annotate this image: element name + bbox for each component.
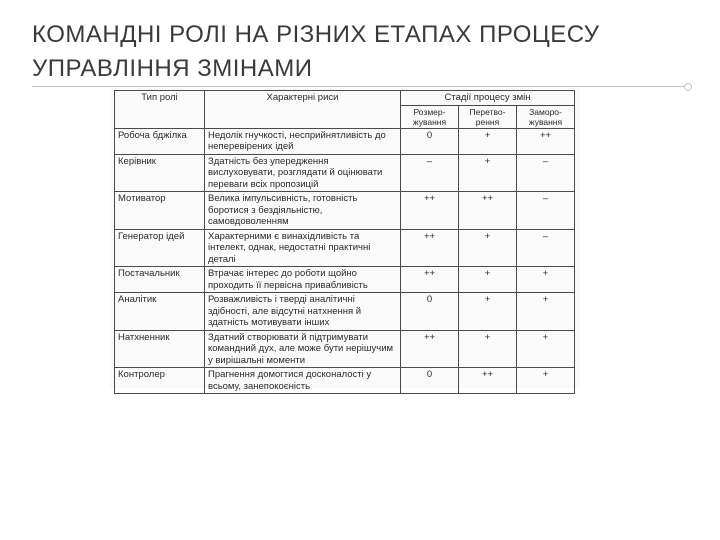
role-cell: Натхненник xyxy=(115,330,205,368)
stage3-cell: + xyxy=(517,368,575,394)
table-row xyxy=(115,128,575,154)
table-header-row xyxy=(115,91,575,106)
stage3-cell: – xyxy=(517,192,575,230)
role-cell: Аналітик xyxy=(115,293,205,331)
traits-cell: Велика імпульсивність, готовність боротися з бездіяльністю, самовдоволенням xyxy=(205,192,401,230)
stage2-cell: + xyxy=(459,267,517,293)
table-row xyxy=(115,368,575,394)
traits-cell: Недолік гнучкості, несприйнятливість до неперевірених ідей xyxy=(205,128,401,154)
header-stage-unfreeze: Розмер-жування xyxy=(401,105,459,128)
stage2-cell: ++ xyxy=(459,368,517,394)
role-cell: Мотиватор xyxy=(115,192,205,230)
stage2-cell: + xyxy=(459,154,517,192)
stage2-cell: ++ xyxy=(459,192,517,230)
stage3-cell: + xyxy=(517,293,575,331)
stage1-cell: 0 xyxy=(401,128,459,154)
traits-cell: Здатність без упередження вислуховувати, розглядати й оцінювати переваги всіх пропозицій xyxy=(205,154,401,192)
traits-cell: Характерними є винахідливість та інтелект, однак, недостатні практичні деталі xyxy=(205,229,401,267)
stage3-cell: + xyxy=(517,267,575,293)
stage2-cell: + xyxy=(459,293,517,331)
stage1-cell: – xyxy=(401,154,459,192)
stage1-cell: ++ xyxy=(401,192,459,230)
stage3-cell: – xyxy=(517,154,575,192)
stage1-cell: ++ xyxy=(401,267,459,293)
stage1-cell: ++ xyxy=(401,229,459,267)
header-stage-change: Перетво-рення xyxy=(459,105,517,128)
table-row xyxy=(115,267,575,293)
traits-cell: Розважливість і тверді аналітичні здібності, але відсутні натхнення й здатність мотивувати інших xyxy=(205,293,401,331)
stage1-cell: 0 xyxy=(401,368,459,394)
roles-table-image xyxy=(110,88,580,392)
stage3-cell: ++ xyxy=(517,128,575,154)
slide-title xyxy=(32,18,632,86)
stage1-cell: ++ xyxy=(401,330,459,368)
traits-cell: Втрачає інтерес до роботи щойно проходить її первісна привабливість xyxy=(205,267,401,293)
table-row xyxy=(115,154,575,192)
header-traits: Характерні риси xyxy=(205,91,401,129)
header-stage-refreeze: Заморо-жування xyxy=(517,105,575,128)
role-cell: Керівник xyxy=(115,154,205,192)
slide-title-line2: УПРАВЛІННЯ ЗМІНАМИ xyxy=(32,55,313,82)
header-role: Тип ролі xyxy=(115,91,205,129)
traits-cell: Здатний створювати й підтримувати командний дух, але може бути нерішучим у вирішальні моменти xyxy=(205,330,401,368)
stage2-cell: + xyxy=(459,229,517,267)
stage3-cell: + xyxy=(517,330,575,368)
roles-table xyxy=(114,90,575,394)
traits-cell: Прагнення домогтися досконалості у всьому, занепокоєність xyxy=(205,368,401,394)
table-row xyxy=(115,293,575,331)
role-cell: Постачальник xyxy=(115,267,205,293)
stage3-cell: – xyxy=(517,229,575,267)
role-cell: Контролер xyxy=(115,368,205,394)
stage2-cell: + xyxy=(459,128,517,154)
table-row xyxy=(115,330,575,368)
role-cell: Робоча бджілка xyxy=(115,128,205,154)
table-row xyxy=(115,229,575,267)
slide-title-line1: КОМАНДНІ РОЛІ НА РІЗНИХ ЕТАПАХ ПРОЦЕСУ xyxy=(32,21,600,48)
table-row xyxy=(115,192,575,230)
role-cell: Генератор ідей xyxy=(115,229,205,267)
stage1-cell: 0 xyxy=(401,293,459,331)
title-divider xyxy=(32,86,687,87)
stage2-cell: + xyxy=(459,330,517,368)
header-stages: Стадії процесу змін xyxy=(401,91,575,106)
